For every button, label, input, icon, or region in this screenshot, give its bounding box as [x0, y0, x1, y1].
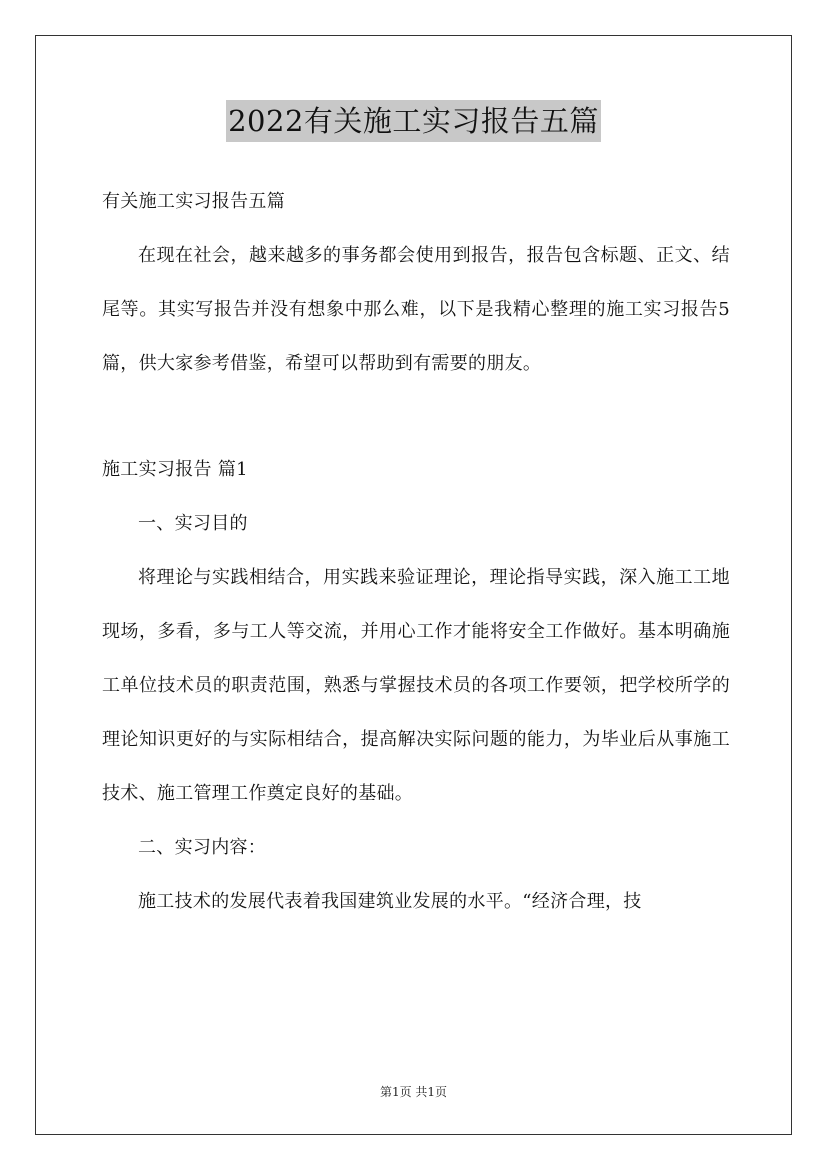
section-heading: 施工实习报告 篇1 — [102, 459, 248, 480]
objective-heading: 一、实习目的 — [138, 513, 248, 534]
subtitle: 有关施工实习报告五篇 — [102, 191, 285, 212]
document-title: 2022有关施工实习报告五篇 — [226, 100, 601, 142]
content-heading: 二、实习内容： — [138, 837, 267, 858]
objective-paragraph: 将理论与实践相结合，用实践来验证理论，理论指导实践，深入施工工地现场，多看，多与工人等交流，并用心工作才能将安全工作做好。基本明确施工单位技术员的职责范围，熟悉与掌握技术员的各项工作要领，把学校所学的理论知识更好的与实际相结合，提高解决实际问题的能力，为毕业后从事施工技术、施工管理工作奠定良好的基础。 — [102, 567, 730, 804]
intro-paragraph: 在现在社会，越来越多的事务都会使用到报告，报告包含标题、正文、结尾等。其实写报告并没有想象中那么难，以下是我精心整理的施工实习报告5篇，供大家参考借鉴，希望可以帮助到有需要的朋友。 — [102, 245, 730, 374]
section-gap — [102, 391, 730, 443]
content-paragraph: 施工技术的发展代表着我国建筑业发展的水平。“经济合理，技 — [138, 891, 642, 912]
title-container — [0, 100, 827, 142]
document-body — [102, 175, 730, 929]
page-footer: 第1页 共1页 — [379, 1085, 448, 1099]
